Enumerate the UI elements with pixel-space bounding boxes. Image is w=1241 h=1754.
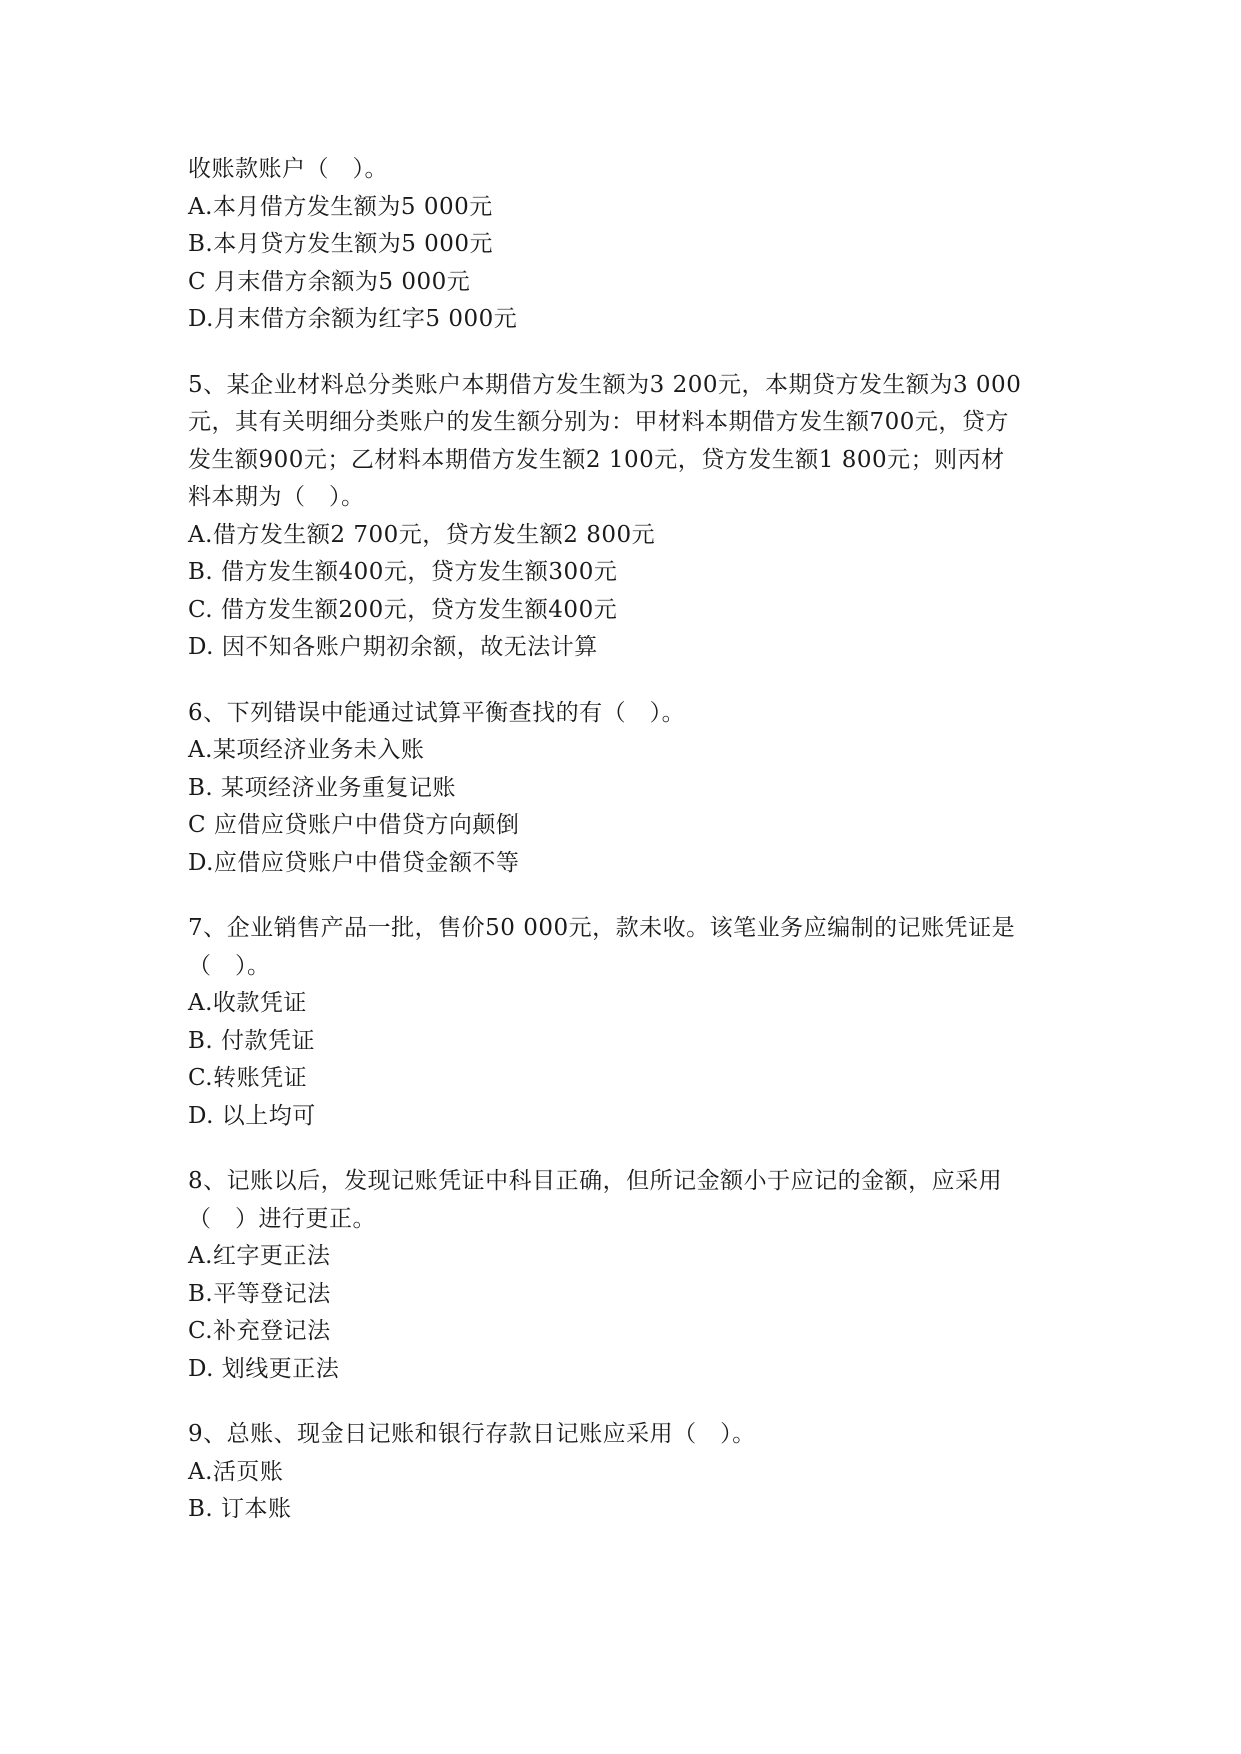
option-c: C. 借方发生额200元，贷方发生额400元 [188,596,618,623]
option-a: A.收款凭证 [188,990,307,1016]
question-stem-line: 7、企业销售产品一批，售价50 000元，款未收。该笔业务应编制的记账凭证是 [188,915,1016,941]
option-b: B. 借方发生额400元，贷方发生额300元 [188,559,618,585]
question-stem-line: 发生额900元；乙材料本期借方发生额2 100元，贷方发生额1 800元；则丙材 [188,446,1005,473]
option-d: D.月末借方余额为红字5 000元 [188,306,518,332]
question-stem-line: 料本期为（ ）。 [188,484,365,510]
option-a: A.本月借方发生额为5 000元 [188,193,493,220]
option-b: B. 付款凭证 [188,1027,316,1054]
option-d: D. 因不知各账户期初余额，故无法计算 [188,634,598,660]
question-stem: 收账款账户（ ）。 [188,156,388,182]
question-5 [188,367,1068,667]
question-8 [188,1163,1068,1388]
option-b: B. 某项经济业务重复记账 [188,774,457,801]
option-c: C 月末借方余额为5 000元 [188,268,471,295]
question-6 [188,695,1068,883]
option-c: C.转账凭证 [188,1065,308,1091]
option-c: C 应借应贷账户中借贷方向颠倒 [188,812,520,838]
option-c: C.补充登记法 [188,1318,331,1344]
question-9 [188,1416,1068,1529]
question-7 [188,910,1068,1135]
question-stem-line: 6、下列错误中能通过试算平衡查找的有（ ）。 [188,699,686,726]
option-a: A.活页账 [188,1458,284,1485]
option-a: A.某项经济业务未入账 [188,737,425,763]
question-stem-line: （ ）进行更正。 [188,1205,376,1232]
question-stem-line: 元，其有关明细分类账户的发生额分别为：甲材料本期借方发生额700元，贷方 [188,409,1009,435]
option-a: A.借方发生额2 700元，贷方发生额2 800元 [188,521,656,548]
question-list [188,151,1068,1529]
option-b: B. 订本账 [188,1496,292,1522]
question-stem-line: 5、某企业材料总分类账户本期借方发生额为3 200元，本期贷方发生额为3 000 [188,371,1022,398]
question-4-continued [188,151,1068,339]
option-d: D.应借应贷账户中借贷金额不等 [188,849,520,876]
option-a: A.红字更正法 [188,1243,331,1269]
option-b: B.平等登记法 [188,1280,331,1307]
option-d: D. 划线更正法 [188,1355,340,1382]
question-stem-line: （ ）。 [188,952,271,979]
option-b: B.本月贷方发生额为5 000元 [188,231,494,257]
question-stem-line: 8、记账以后，发现记账凭证中科目正确，但所记金额小于应记的金额，应采用 [188,1168,1003,1194]
option-d: D. 以上均可 [188,1102,316,1129]
question-stem-line: 9、总账、现金日记账和银行存款日记账应采用（ ）。 [188,1421,756,1447]
